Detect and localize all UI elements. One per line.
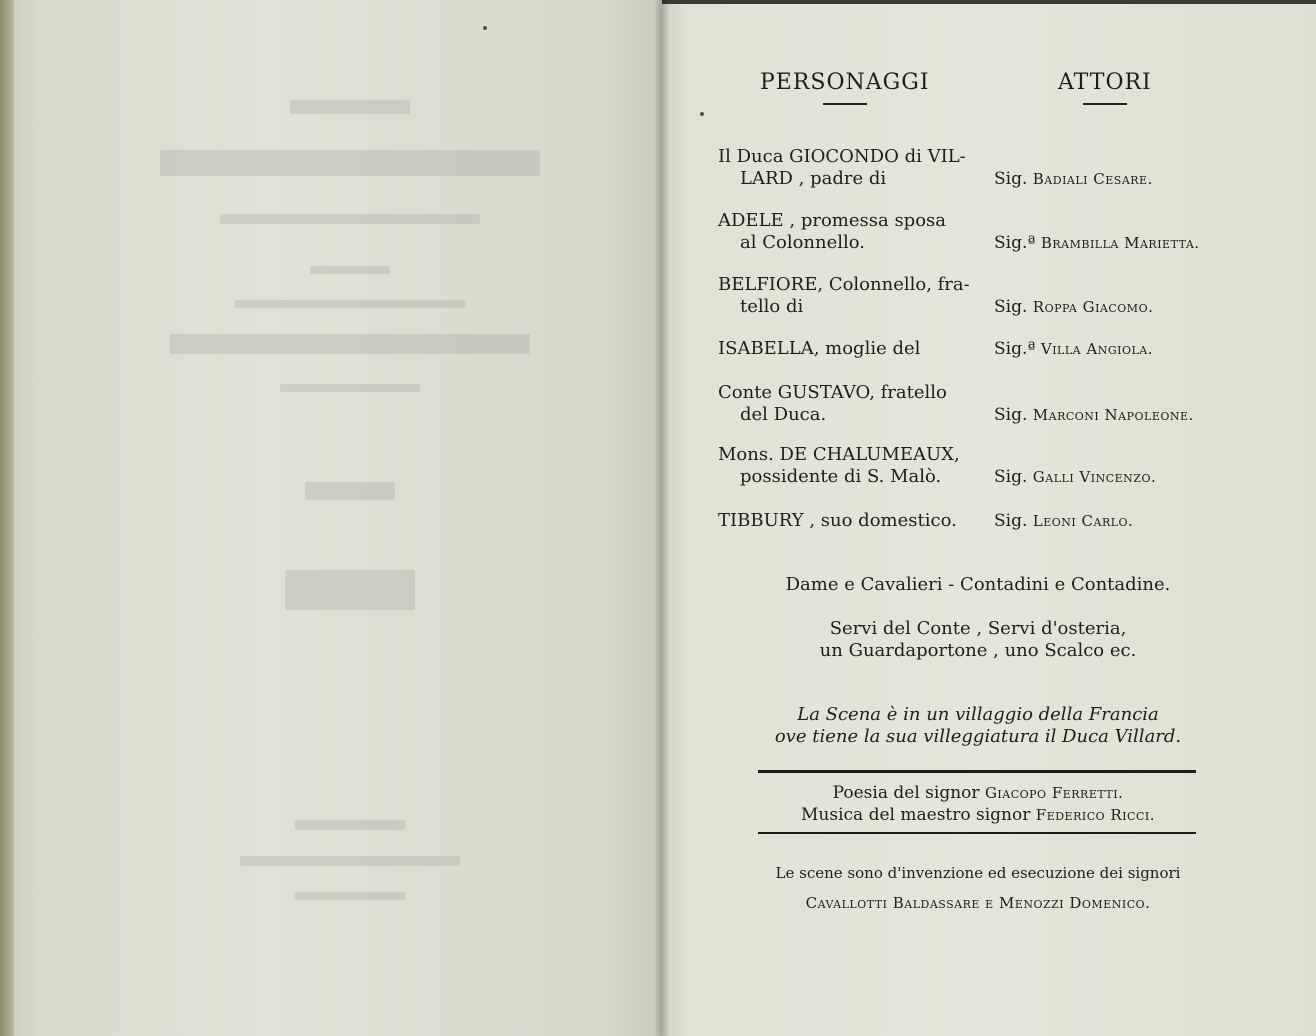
extras-line-1: Servi del Conte , Servi d'osteria, xyxy=(829,618,1127,639)
heading-rule xyxy=(1083,103,1127,107)
scenery-credit xyxy=(718,858,1238,918)
poetry-credit: Poesia del signor Giacopo Ferretti. xyxy=(832,783,1124,803)
character-name: TIBBURY , suo domestico. xyxy=(718,510,957,531)
character-name: Mons. DE CHALUMEAUX, possidente di S. Malò. xyxy=(718,444,960,487)
setting-line-1: La Scena è in un villaggio della Francia xyxy=(797,704,1159,725)
actor-name: Sig. Leoni Carlo. xyxy=(994,511,1134,531)
paper-speck xyxy=(483,26,487,30)
character-name: Conte GUSTAVO, fratello del Duca. xyxy=(718,382,947,425)
character-name: ADELE , promessa sposa al Colonnello. xyxy=(718,210,947,253)
setting-note xyxy=(718,704,1238,748)
actors-heading-text: ATTORI xyxy=(1058,70,1152,95)
actor-name: Sig.ª Villa Angiola. xyxy=(994,339,1153,359)
page-top-edge xyxy=(662,0,1316,4)
actor-name: Sig.ª Brambilla Marietta. xyxy=(994,233,1200,253)
actors-heading xyxy=(1058,70,1152,107)
actor-name: Sig. Marconi Napoleone. xyxy=(994,405,1194,425)
character-name: ISABELLA, moglie del xyxy=(718,338,921,359)
actor-name: Sig. Badiali Cesare. xyxy=(994,169,1153,189)
setting-line-2: ove tiene la sua villeggiatura il Duca Villard. xyxy=(774,726,1182,747)
extras-line-2: un Guardaportone , uno Scalco ec. xyxy=(819,640,1137,661)
character-name: Il Duca GIOCONDO di VIL- LARD , padre di xyxy=(718,146,966,189)
scenery-line-2: Cavallotti Baldassare e Menozzi Domenico. xyxy=(805,894,1151,912)
scenery-line-1: Le scene sono d'invenzione ed esecuzione dei signori xyxy=(775,864,1181,882)
divider-rule xyxy=(758,832,1196,834)
book-gutter xyxy=(654,0,670,1036)
actor-name: Sig. Galli Vincenzo. xyxy=(994,467,1157,487)
actor-name: Sig. Roppa Giacomo. xyxy=(994,297,1154,317)
music-credit: Musica del maestro signor Federico Ricci. xyxy=(801,805,1155,825)
credits xyxy=(718,782,1238,826)
characters-heading xyxy=(760,70,930,107)
heading-rule xyxy=(823,103,867,107)
characters-heading-text: PERSONAGGI xyxy=(760,70,930,95)
paper-speck xyxy=(700,112,704,116)
extras-line xyxy=(718,618,1238,662)
chorus-line: Dame e Cavalieri - Contadini e Contadine. xyxy=(785,574,1171,595)
book-edge xyxy=(0,0,14,1036)
bleed-through-text xyxy=(120,80,580,940)
character-name: BELFIORE, Colonnello, fra- tello di xyxy=(718,274,970,317)
divider-rule xyxy=(758,770,1196,773)
